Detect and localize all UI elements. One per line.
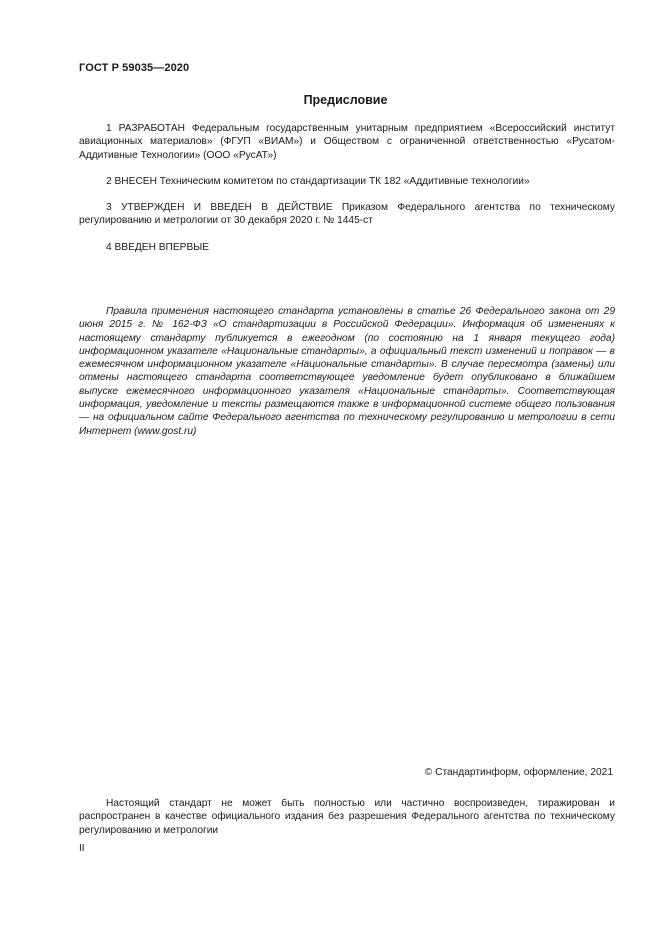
reproduction-notice: Настоящий стандарт не может быть полностью или частично воспроизведен, тиражирован и распространен в качестве официального издания без разрешения Федерального агентства по техническому регулированию и метрологии <box>79 798 615 836</box>
foreword-item-2: 2 ВНЕСЕН Техническим комитетом по стандартизации ТК 182 «Аддитивные технологии» <box>106 176 530 187</box>
standard-application-notice: Правила применения настоящего стандарта установлены в статье 26 Федерального закона от 29 июня 2015 г. № 162-ФЗ «О стандартизации в Российской Федерации». Информация об изменениях к настоящему стандарту публикуется в ежегодном (по состоянию на 1 января текущего года) информационном указателе «Национальные стандарты», а официальный текст изменений и поправок — в ежемесячном информационном указателе «Национальные стандарты». В случае пересмотра (замены) или отмены настоящего стандарта соответствующее уведомление будет опубликовано в ближайшем выпуске ежемесячного информационного указателя «Национальные стандарты». Соответствующая информация, уведомление и тексты размещаются также в информационной системе общего пользования — на официальном сайте Федерального агентства по техническому регулированию и метрологии в сети Интернет (www.gost.ru) <box>79 306 615 437</box>
document-code: ГОСТ Р 59035—2020 <box>79 62 190 74</box>
page-number: II <box>79 843 85 854</box>
foreword-item-1: 1 РАЗРАБОТАН Федеральным государственным унитарным предприятием «Всероссийский институт авиационных материалов» (ФГУП «ВИАМ») и Обществом с ограниченной ответственностью «Русатом-Аддитивные Технологии» (ООО «РусАТ») <box>79 123 615 161</box>
foreword-item-3: 3 УТВЕРЖДЕН И ВВЕДЕН В ДЕЙСТВИЕ Приказом Федерального агентства по техническому регулированию и метрологии от 30 декабря 2020 г. № 1445-ст <box>79 202 615 227</box>
section-title: Предисловие <box>303 93 388 107</box>
foreword-item-4: 4 ВВЕДЕН ВПЕРВЫЕ <box>106 242 210 253</box>
copyright-line: © Стандартинформ, оформление, 2021 <box>424 767 613 778</box>
